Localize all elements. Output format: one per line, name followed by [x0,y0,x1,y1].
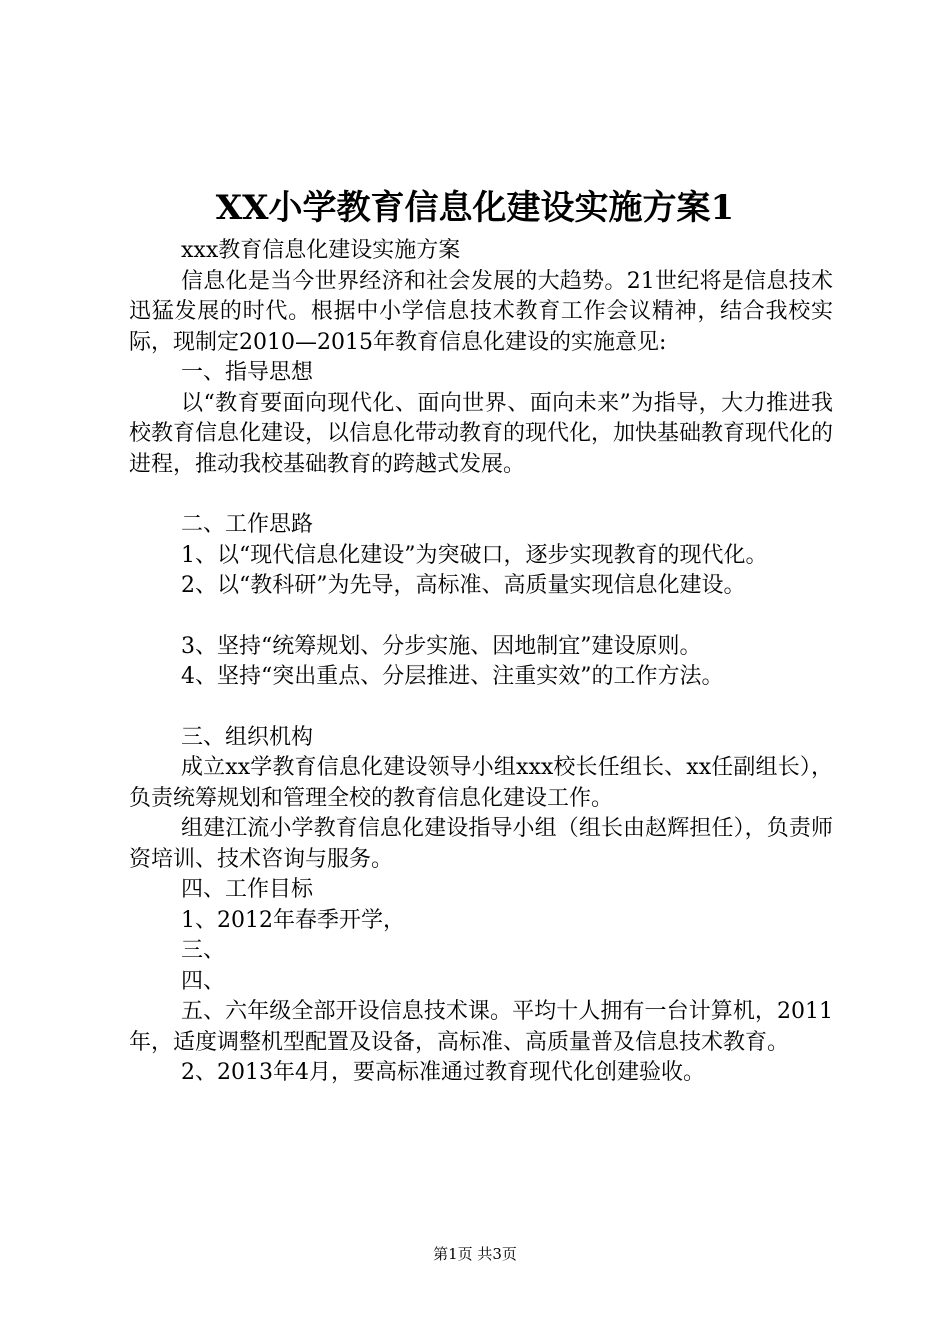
list-item-approach-3: 3、坚持“统筹规划、分步实施、因地制宜”建设原则。 [181,633,702,659]
document-title: XX小学教育信息化建设实施方案1 [215,188,735,228]
paragraph-grades-it-course: 五、六年级全部开设信息技术课。平均十人拥有一台计算机，2011年，适度调整机型配置及设备，高标准、高质量普及信息技术教育。 [129,999,833,1055]
paragraph-guidance-group: 组建江流小学教育信息化建设指导小组（组长由赵辉担任），负责师资培训、技术咨询与服务。 [129,816,833,872]
document-body [129,236,833,1089]
list-item-fragment-4: 四、 [181,968,226,994]
paragraph-guiding-thought: 以“教育要面向现代化、面向世界、面向未来”为指导，大力推进我校教育信息化建设，以信息化带动教育的现代化，加快基础教育现代化的进程，推动我校基础教育的跨越式发展。 [129,390,834,477]
heading-work-approach: 二、工作思路 [181,512,314,537]
list-item-fragment-3: 三、 [181,938,226,963]
heading-work-goals: 四、工作目标 [181,877,314,902]
paragraph-intro: 信息化是当今世界经济和社会发展的大趋势。21世纪将是信息技术迅猛发展的时代。根据中小学信息技术教育工作会议精神，结合我校实际，现制定2010—2015年教育信息化建设的实施意见: [129,268,833,355]
list-item-approach-1: 1、以“现代信息化建设”为突破口，逐步实现教育的现代化。 [181,542,768,568]
list-item-approach-2: 2、以“教科研”为先导，高标准、高质量实现信息化建设。 [181,573,746,598]
page-footer: 第1页 共3页 [433,1245,517,1263]
paragraph-subtitle: xxx教育信息化建设实施方案 [181,238,461,263]
list-item-goal-1: 1、2012年春季开学， [181,907,405,933]
heading-guiding-thought: 一、指导思想 [181,360,314,385]
heading-organization: 三、组织机构 [181,724,314,750]
list-item-goal-2: 2、2013年4月，要高标准通过教育现代化创建验收。 [181,1060,705,1085]
list-item-approach-4: 4、坚持“突出重点、分层推进、注重实效”的工作方法。 [181,664,724,689]
paragraph-leading-group: 成立xx学教育信息化建设领导小组xxx校长任组长、xx任副组长），负责统筹规划和管理全校的教育信息化建设工作。 [129,755,833,811]
